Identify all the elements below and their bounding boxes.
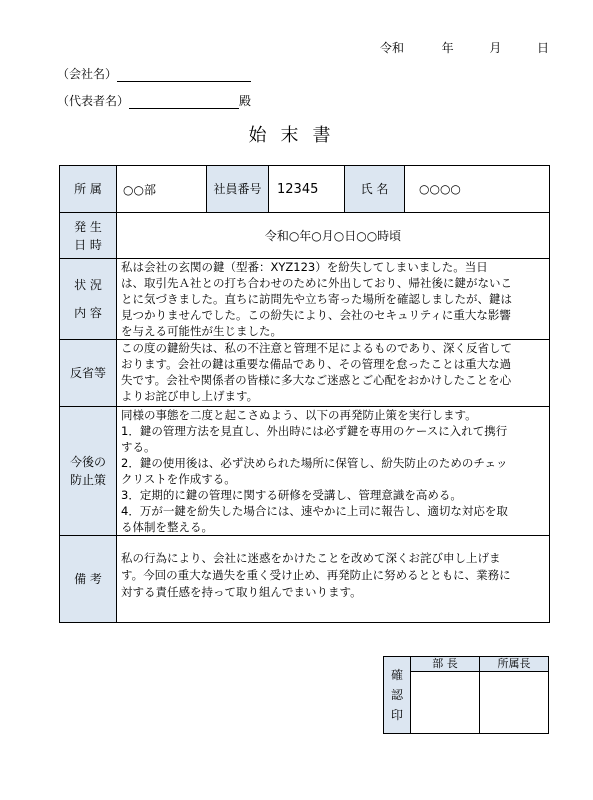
remarks-line: す。今回の重大な過失を重く受け止め、再発防止に努めるとともに、業務に xyxy=(121,568,511,582)
remarks-row xyxy=(60,536,550,623)
emp-no-label: 社員番号 xyxy=(207,166,269,213)
situation-line: 私は会社の玄関の鍵（型番：XYZ123）を紛失してしまいました。当日 xyxy=(121,260,488,274)
remarks-label: 備 考 xyxy=(60,536,117,623)
page-title: 始末書 xyxy=(248,125,345,146)
date-line xyxy=(380,39,549,56)
manager-header: 所属長 xyxy=(480,657,549,672)
future-line: 1．鍵の管理方法を見直し、外出時には必ず鍵を専用のケースに入れて携行 xyxy=(121,424,508,438)
reflection-line: 失です。会社や関係者の皆様に多大なご迷惑とご心配をおかけしたことを心 xyxy=(121,373,512,387)
remarks-line: 対する責任感を持って取り組んでまいります。 xyxy=(121,585,362,599)
date-year-label: 年 xyxy=(441,41,454,55)
future-line: する。 xyxy=(121,440,156,454)
future-line: 3．定期的に鍵の管理に関する研修を受講し、管理意識を高める。 xyxy=(121,488,462,502)
date-day-label: 日 xyxy=(536,41,549,55)
situation-line: とに気づきました。直ちに訪問先や立ち寄った場所を確認しましたが、鍵は xyxy=(121,292,512,306)
occurrence-label xyxy=(60,213,117,259)
situation-row xyxy=(60,259,550,340)
situation-line: 見つかりませんでした。この紛失により、会社のセキュリティに重大な影響 xyxy=(121,308,511,322)
reflection-text xyxy=(117,340,550,407)
reflection-line: よりお詫び申し上げます。 xyxy=(121,389,259,403)
manager-stamp-cell[interactable] xyxy=(480,672,549,734)
dept-label: 所 属 xyxy=(60,166,117,213)
approval-label-char: 認 xyxy=(390,688,403,702)
dept-head-header: 部 長 xyxy=(411,657,480,672)
info-row xyxy=(60,166,550,213)
reflection-row xyxy=(60,340,550,407)
approval-stamp-box xyxy=(383,656,549,734)
future-label-line1: 今後の xyxy=(69,455,106,469)
occurrence-label-line1: 発 生 xyxy=(74,219,102,234)
future-text xyxy=(117,407,550,536)
emp-no-value: 12345 xyxy=(269,166,345,213)
situation-text xyxy=(117,259,550,340)
situation-line: を与える可能性が生じました。 xyxy=(121,324,282,338)
report-table xyxy=(59,165,550,623)
date-era: 令和 xyxy=(379,41,404,55)
name-value: ○○○○ xyxy=(405,166,550,213)
future-line: る体制を整える。 xyxy=(121,520,213,534)
future-label xyxy=(60,407,117,536)
approval-label-char: 印 xyxy=(390,708,403,722)
reflection-line: おります。会社の鍵は重要な備品であり、その管理を怠ったことは重大な過 xyxy=(121,357,512,371)
honorific: 殿 xyxy=(239,94,252,108)
future-line: 同様の事態を二度と起こさぬよう、以下の再発防止策を実行します。 xyxy=(121,408,477,422)
occurrence-value: 令和○年○月○日○○時頃 xyxy=(117,213,550,259)
representative-line xyxy=(57,92,251,109)
company-name-line xyxy=(117,67,251,82)
remarks-line: 私の行為により、会社に迷惑をかけたことを改めて深くお詫び申し上げま xyxy=(121,551,501,565)
date-month-label: 月 xyxy=(489,41,502,55)
future-label-line2: 防止策 xyxy=(69,473,106,487)
reflection-line: この度の鍵紛失は、私の不注意と管理不足によるものであり、深く反省して xyxy=(121,341,512,355)
remarks-text xyxy=(117,536,550,623)
situation-line: は、取引先Ａ社との打ち合わせのために外出しており、帰社後に鍵がないこ xyxy=(121,276,512,290)
situation-label xyxy=(60,259,117,340)
situation-label-line1: 状 況 xyxy=(74,278,102,292)
reflection-label: 反省等 xyxy=(60,340,117,407)
representative-name-line xyxy=(129,94,239,109)
future-line: 2．鍵の使用後は、必ず決められた場所に保管し、紛失防止のためのチェッ xyxy=(121,456,508,470)
occurrence-row xyxy=(60,213,550,259)
name-label: 氏 名 xyxy=(345,166,405,213)
dept-head-stamp-cell[interactable] xyxy=(411,672,480,734)
occurrence-label-line2: 日 時 xyxy=(74,237,102,252)
approval-label xyxy=(384,657,411,734)
company-label: （会社名） xyxy=(57,67,118,81)
representative-label: （代表者名） xyxy=(57,94,130,108)
dept-value: ○○部 xyxy=(117,166,207,213)
future-row xyxy=(60,407,550,536)
situation-label-line2: 内 容 xyxy=(74,306,102,320)
future-line: 4．万が一鍵を紛失した場合には、速やかに上司に報告し、適切な対応を取 xyxy=(121,504,508,518)
approval-label-char: 確 xyxy=(390,668,403,682)
company-line xyxy=(57,65,251,82)
future-line: クリストを作成する。 xyxy=(121,472,236,486)
